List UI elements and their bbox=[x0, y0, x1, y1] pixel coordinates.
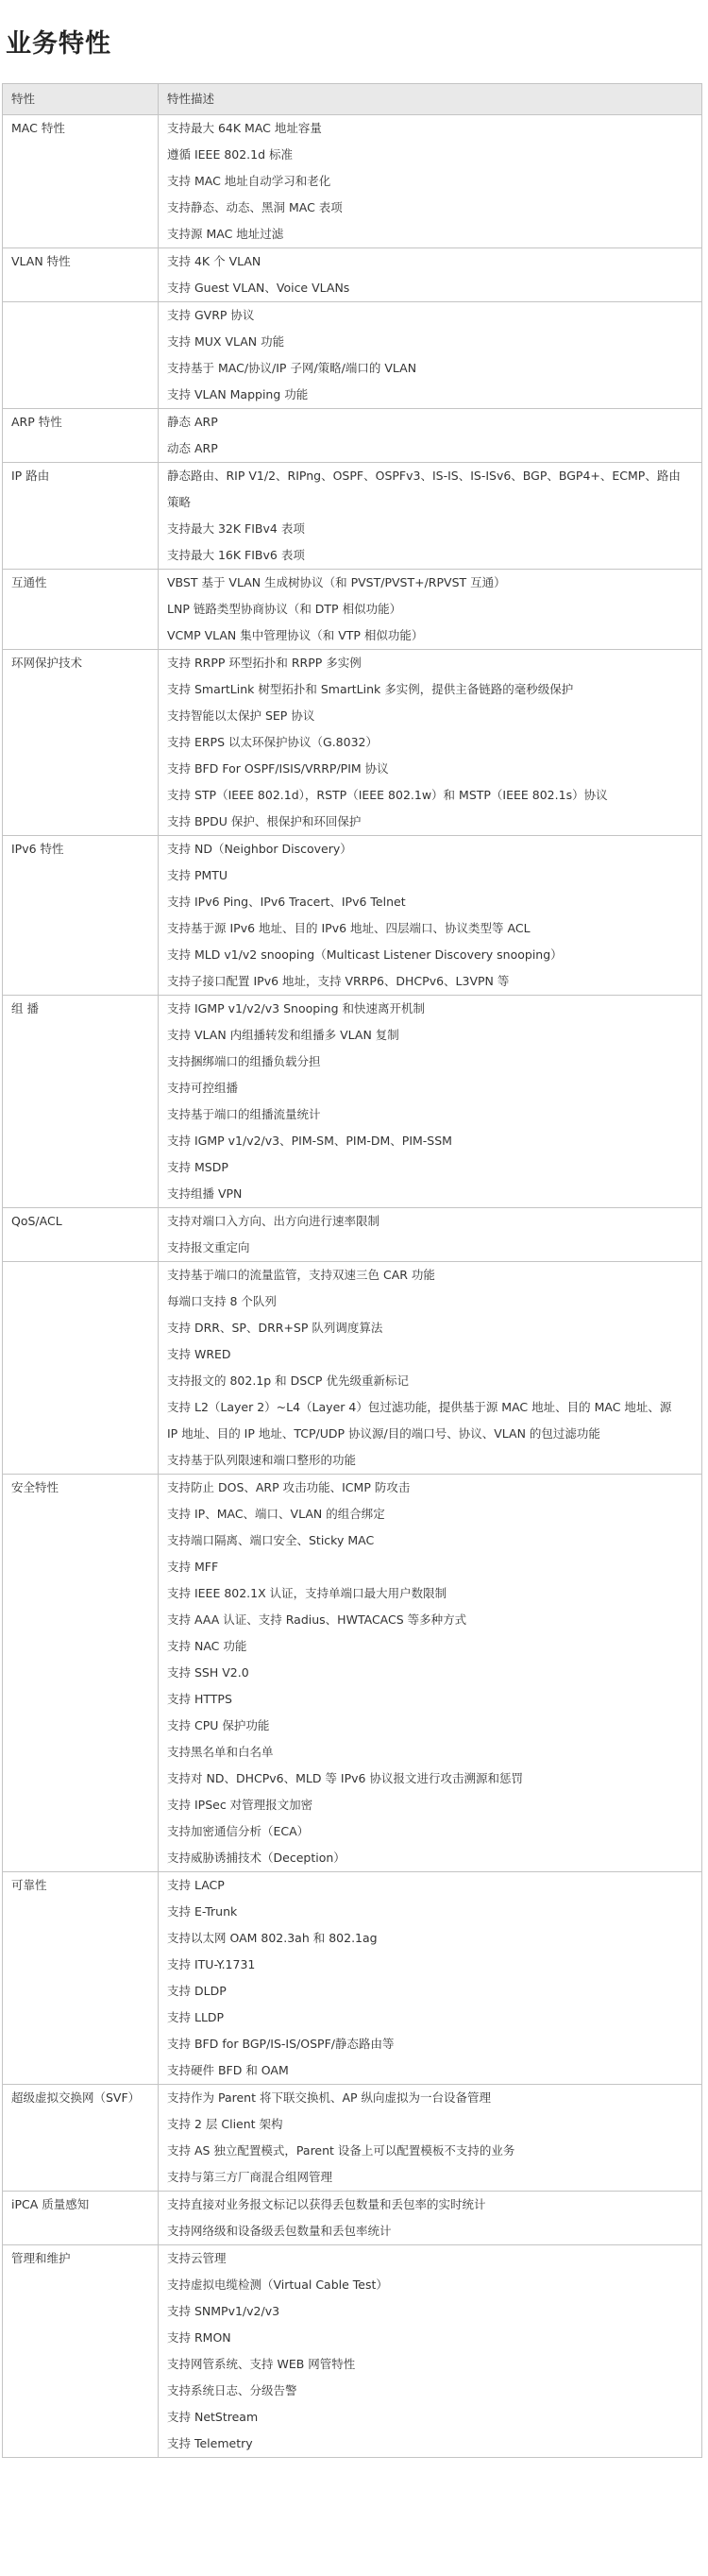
header-description: 特性描述 bbox=[159, 84, 702, 115]
description-line: 支持 MUX VLAN 功能 bbox=[167, 334, 285, 349]
description-line: 支持 AAA 认证、支持 Radius、HWTACACS 等多种方式 bbox=[167, 1612, 467, 1627]
description-line: 支持与第三方厂商混合组网管理 bbox=[167, 2170, 333, 2184]
table-row bbox=[3, 570, 702, 650]
feature-description bbox=[159, 1872, 702, 2085]
description-line: 支持 MFF bbox=[167, 1560, 219, 1574]
feature-description bbox=[159, 302, 702, 409]
feature-name: QoS/ACL bbox=[3, 1208, 159, 1262]
description-line: 支持 LLDP bbox=[167, 2010, 225, 2024]
description-line: 支持 MSDP bbox=[167, 1160, 228, 1174]
description-line: 支持 PMTU bbox=[167, 868, 228, 882]
description-line: 支持威胁诱捕技术（Deception） bbox=[167, 1851, 346, 1865]
description-line: 支持 2 层 Client 架构 bbox=[167, 2117, 283, 2131]
feature-name: VLAN 特性 bbox=[3, 248, 159, 302]
description-line: 支持静态、动态、黑洞 MAC 表项 bbox=[167, 200, 343, 214]
feature-description bbox=[159, 2245, 702, 2458]
description-line: 支持 MAC 地址自动学习和老化 bbox=[167, 174, 331, 188]
table-row bbox=[3, 2192, 702, 2245]
description-line: 支持 LACP bbox=[167, 1878, 225, 1892]
feature-name: ARP 特性 bbox=[3, 409, 159, 463]
description-line: 支持 ND（Neighbor Discovery） bbox=[167, 842, 352, 856]
description-line: 支持源 MAC 地址过滤 bbox=[167, 227, 284, 241]
table-row bbox=[3, 2245, 702, 2458]
feature-description bbox=[159, 248, 702, 302]
description-line: 支持 Guest VLAN、Voice VLANs bbox=[167, 281, 350, 295]
table-row bbox=[3, 463, 702, 570]
description-line: 支持云管理 bbox=[167, 2251, 227, 2265]
description-line: 支持智能以太保护 SEP 协议 bbox=[167, 708, 315, 723]
description-line: 支持基于源 IPv6 地址、目的 IPv6 地址、四层端口、协议类型等 ACL bbox=[167, 921, 531, 935]
feature-description bbox=[159, 1262, 702, 1475]
feature-name: 环网保护技术 bbox=[3, 650, 159, 836]
description-line: 支持系统日志、分级告警 bbox=[167, 2383, 297, 2397]
feature-name: 互通性 bbox=[3, 570, 159, 650]
description-line: 支持基于端口的组播流量统计 bbox=[167, 1107, 321, 1121]
description-line: 支持 ITU-Y.1731 bbox=[167, 1957, 256, 1971]
description-line: 静态路由、RIP V1/2、RIPng、OSPF、OSPFv3、IS-IS、IS-ISv6、BGP、BGP4+、ECMP、路由策略 bbox=[167, 469, 681, 509]
feature-name: IP 路由 bbox=[3, 463, 159, 570]
description-line: 支持可控组播 bbox=[167, 1081, 239, 1095]
description-line: 支持报文重定向 bbox=[167, 1240, 250, 1254]
table-row bbox=[3, 1262, 702, 1475]
description-line: 支持最大 32K FIBv4 表项 bbox=[167, 521, 305, 536]
feature-description bbox=[159, 409, 702, 463]
description-line: 支持对端口入方向、出方向进行速率限制 bbox=[167, 1214, 380, 1228]
description-line: 支持 IGMP v1/v2/v3、PIM-SM、PIM-DM、PIM-SSM bbox=[167, 1134, 452, 1148]
page-title: 业务特性 bbox=[6, 29, 111, 59]
table-row bbox=[3, 2085, 702, 2192]
description-line: 支持 L2（Layer 2）~L4（Layer 4）包过滤功能，提供基于源 MAC 地址、目的 MAC 地址、源 IP 地址、目的 IP 地址、TCP/UDP 协议源/目的端口号、协议、VLAN 的包过滤功能 bbox=[167, 1400, 672, 1441]
header-feature: 特性 bbox=[3, 84, 159, 115]
description-line: 支持基于端口的流量监管，支持双速三色 CAR 功能 bbox=[167, 1268, 435, 1282]
description-line: 支持子接口配置 IPv6 地址，支持 VRRP6、DHCPv6、L3VPN 等 bbox=[167, 974, 510, 988]
feature-description bbox=[159, 1208, 702, 1262]
feature-name bbox=[3, 1262, 159, 1475]
description-line: 支持 WRED bbox=[167, 1347, 231, 1361]
description-line: LNP 链路类型协商协议（和 DTP 相似功能） bbox=[167, 602, 402, 616]
feature-description bbox=[159, 2192, 702, 2245]
description-line: 支持基于队列限速和端口整形的功能 bbox=[167, 1453, 357, 1467]
description-line: 支持 DLDP bbox=[167, 1984, 227, 1998]
description-line: 支持 E-Trunk bbox=[167, 1904, 238, 1919]
description-line: 支持直接对业务报文标记以获得丢包数量和丢包率的实时统计 bbox=[167, 2197, 486, 2211]
description-line: 支持以太网 OAM 802.3ah 和 802.1ag bbox=[167, 1931, 378, 1945]
description-line: 支持硬件 BFD 和 OAM bbox=[167, 2063, 289, 2077]
description-line: 支持 BFD For OSPF/ISIS/VRRP/PIM 协议 bbox=[167, 761, 389, 776]
description-line: 支持 Telemetry bbox=[167, 2436, 253, 2450]
table-row bbox=[3, 302, 702, 409]
feature-description bbox=[159, 996, 702, 1208]
description-line: 支持 NAC 功能 bbox=[167, 1639, 247, 1653]
feature-name: MAC 特性 bbox=[3, 115, 159, 248]
description-line: 支持加密通信分析（ECA） bbox=[167, 1824, 310, 1838]
description-line: 支持 VLAN Mapping 功能 bbox=[167, 387, 309, 401]
table-row bbox=[3, 1208, 702, 1262]
description-line: 支持 CPU 保护功能 bbox=[167, 1718, 270, 1732]
feature-name: IPv6 特性 bbox=[3, 836, 159, 996]
table-row bbox=[3, 836, 702, 996]
description-line: 支持 SmartLink 树型拓扑和 SmartLink 多实例，提供主备链路的毫秒级保护 bbox=[167, 682, 574, 696]
description-line: 支持网管系统、支持 WEB 网管特性 bbox=[167, 2357, 356, 2371]
description-line: 支持作为 Parent 将下联交换机、AP 纵向虚拟为一台设备管理 bbox=[167, 2090, 492, 2105]
description-line: 支持 VLAN 内组播转发和组播多 VLAN 复制 bbox=[167, 1028, 399, 1042]
description-line: 支持 SNMPv1/v2/v3 bbox=[167, 2304, 280, 2318]
description-line: 支持 IP、MAC、端口、VLAN 的组合绑定 bbox=[167, 1507, 385, 1521]
description-line: 每端口支持 8 个队列 bbox=[167, 1294, 277, 1308]
description-line: 支持 GVRP 协议 bbox=[167, 308, 255, 322]
table-header-row bbox=[3, 84, 702, 115]
feature-table bbox=[2, 83, 702, 2458]
feature-name: 可靠性 bbox=[3, 1872, 159, 2085]
description-line: 支持 BPDU 保护、根保护和环回保护 bbox=[167, 814, 362, 828]
table-row bbox=[3, 650, 702, 836]
description-line: 支持 RRPP 环型拓扑和 RRPP 多实例 bbox=[167, 656, 362, 670]
feature-description bbox=[159, 1475, 702, 1872]
feature-description bbox=[159, 2085, 702, 2192]
table-row bbox=[3, 1475, 702, 1872]
description-line: 支持对 ND、DHCPv6、MLD 等 IPv6 协议报文进行攻击溯源和惩罚 bbox=[167, 1771, 523, 1785]
feature-description bbox=[159, 836, 702, 996]
feature-description bbox=[159, 115, 702, 248]
description-line: 支持 4K 个 VLAN bbox=[167, 254, 261, 268]
description-line: 支持基于 MAC/协议/IP 子网/策略/端口的 VLAN bbox=[167, 361, 417, 375]
description-line: 支持防止 DOS、ARP 攻击功能、ICMP 防攻击 bbox=[167, 1480, 411, 1494]
feature-description bbox=[159, 463, 702, 570]
description-line: 支持 IGMP v1/v2/v3 Snooping 和快速离开机制 bbox=[167, 1001, 425, 1015]
description-line: 支持 NetStream bbox=[167, 2410, 259, 2424]
description-line: 支持虚拟电缆检测（Virtual Cable Test） bbox=[167, 2277, 388, 2292]
description-line: 静态 ARP bbox=[167, 415, 218, 429]
description-line: 支持 MLD v1/v2 snooping（Multicast Listener Discovery snooping） bbox=[167, 947, 563, 962]
description-line: 支持 STP（IEEE 802.1d），RSTP（IEEE 802.1w）和 MSTP（IEEE 802.1s）协议 bbox=[167, 788, 608, 802]
table-row bbox=[3, 996, 702, 1208]
feature-description bbox=[159, 570, 702, 650]
description-line: 支持 SSH V2.0 bbox=[167, 1665, 249, 1680]
description-line: 支持最大 16K FIBv6 表项 bbox=[167, 548, 305, 562]
description-line: VCMP VLAN 集中管理协议（和 VTP 相似功能） bbox=[167, 628, 424, 642]
feature-table-body bbox=[3, 84, 702, 2458]
description-line: 支持 ERPS 以太环保护协议（G.8032） bbox=[167, 735, 378, 749]
description-line: 支持捆绑端口的组播负载分担 bbox=[167, 1054, 321, 1068]
description-line: 支持 IPv6 Ping、IPv6 Tracert、IPv6 Telnet bbox=[167, 895, 406, 909]
description-line: 支持组播 VPN bbox=[167, 1186, 243, 1201]
description-line: 支持 AS 独立配置模式，Parent 设备上可以配置模板不支持的业务 bbox=[167, 2143, 515, 2158]
description-line: 支持最大 64K MAC 地址容量 bbox=[167, 121, 322, 135]
table-row bbox=[3, 248, 702, 302]
description-line: 支持 HTTPS bbox=[167, 1692, 232, 1706]
feature-name: 组 播 bbox=[3, 996, 159, 1208]
description-line: 支持 IEEE 802.1X 认证，支持单端口最大用户数限制 bbox=[167, 1586, 447, 1600]
feature-name: iPCA 质量感知 bbox=[3, 2192, 159, 2245]
description-line: 支持黑名单和白名单 bbox=[167, 1745, 274, 1759]
description-line: 支持 DRR、SP、DRR+SP 队列调度算法 bbox=[167, 1321, 383, 1335]
description-line: 动态 ARP bbox=[167, 441, 218, 455]
feature-name: 安全特性 bbox=[3, 1475, 159, 1872]
description-line: 支持 IPSec 对管理报文加密 bbox=[167, 1798, 313, 1812]
description-line: 支持 BFD for BGP/IS-IS/OSPF/静态路由等 bbox=[167, 2037, 395, 2051]
description-line: 支持端口隔离、端口安全、Sticky MAC bbox=[167, 1533, 375, 1547]
feature-name bbox=[3, 302, 159, 409]
description-line: 支持 RMON bbox=[167, 2330, 231, 2345]
description-line: 支持网络级和设备级丢包数量和丢包率统计 bbox=[167, 2224, 392, 2238]
description-line: 支持报文的 802.1p 和 DSCP 优先级重新标记 bbox=[167, 1373, 409, 1388]
table-row bbox=[3, 1872, 702, 2085]
feature-name: 管理和维护 bbox=[3, 2245, 159, 2458]
feature-name: 超级虚拟交换网（SVF） bbox=[3, 2085, 159, 2192]
table-row bbox=[3, 409, 702, 463]
table-row bbox=[3, 115, 702, 248]
description-line: 遵循 IEEE 802.1d 标准 bbox=[167, 147, 294, 162]
description-line: VBST 基于 VLAN 生成树协议（和 PVST/PVST+/RPVST 互通） bbox=[167, 575, 506, 589]
feature-description bbox=[159, 650, 702, 836]
